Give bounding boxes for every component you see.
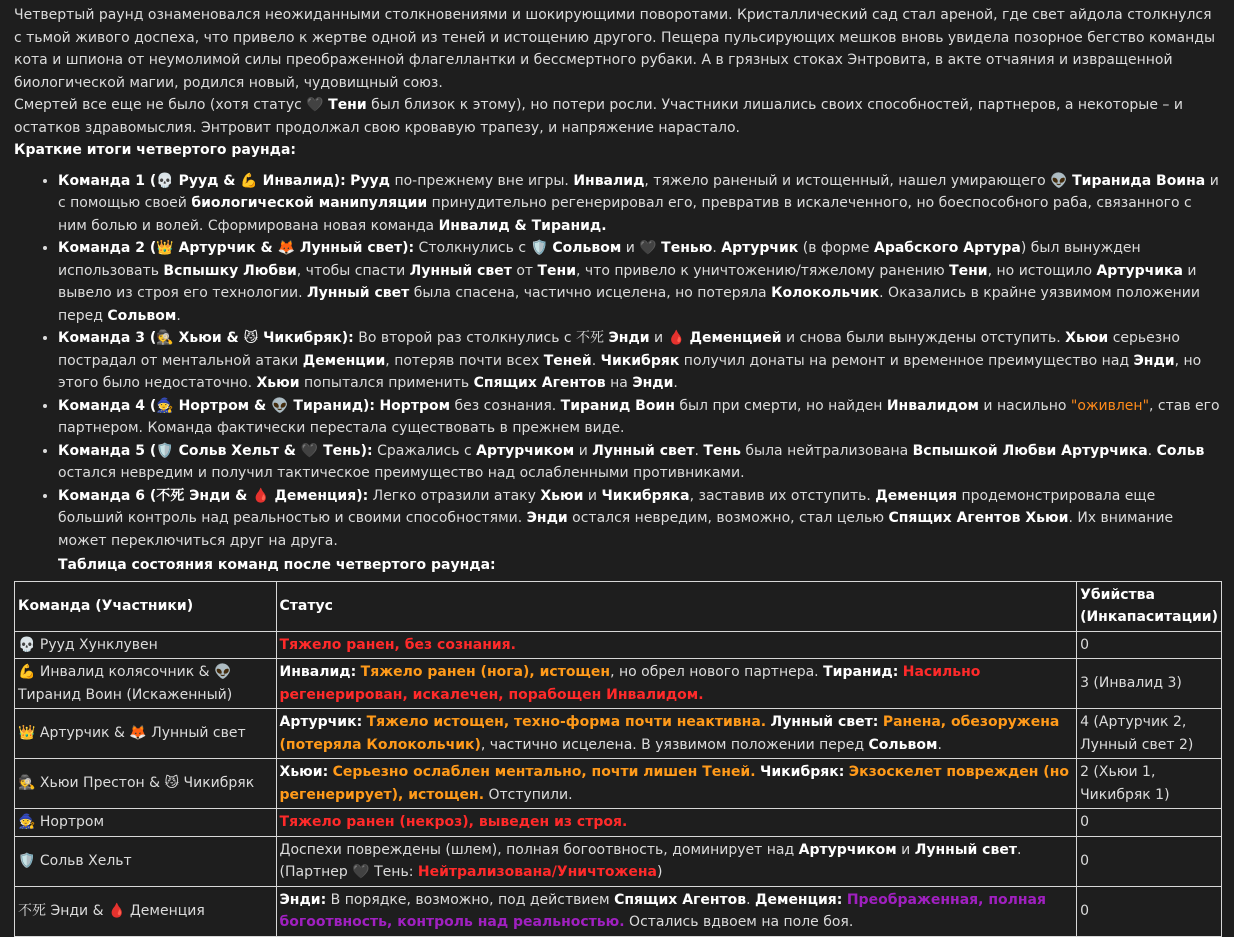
text: Доспехи повреждены (шлем), полная богоотвность, доминирует над xyxy=(279,841,799,858)
text: Легко отразили атаку xyxy=(368,487,541,504)
text: . xyxy=(937,736,942,753)
text: , став его партнером. Команда фактически перестала существовать в прежнем виде. xyxy=(58,397,1220,436)
bold-text: Артурчиком xyxy=(476,442,575,459)
text: Отступили. xyxy=(484,786,573,803)
bold-text: биологической манипуляции xyxy=(191,195,428,211)
table-row xyxy=(15,809,1222,837)
status-cell xyxy=(276,836,1077,886)
table-body xyxy=(15,631,1222,936)
intro-paragraph: Четвертый раунд ознаменовался неожиданными столкновениями и шокирующими поворотами. Кристаллический сад стал ареной, где свет айдола столкнулся с тьмой живого доспеха, что привело к жертве одной из теней и истощению другого. Пещера пульсирующих мешков вновь увидела позорное бегство команды кота и шпиона от неумолимой силы преображенной флагеллантки и бессмертного рубаки. А в грязных стоках Энтровита, в акте отчаяния и извращенной биологической магии, родился новый, чудовищный союз. xyxy=(14,7,1216,91)
bold-text: Спящих Агентов xyxy=(473,375,606,391)
text: , но обрел нового партнера. xyxy=(610,664,824,680)
text: остался невредим, возможно, стал целью xyxy=(567,510,889,526)
status-critical: Тяжело ранен, без сознания. xyxy=(279,636,516,653)
bold-text: Хьюи xyxy=(540,487,584,504)
text: принудительно регенерировал его, превратив в искалеченного, но боеспособного раба, связанного с ним болью и волей. Сформирована новая команда xyxy=(58,195,1192,234)
header-team: Команда (Участники) xyxy=(15,581,277,631)
list-item xyxy=(58,170,1220,238)
status-warning: Тяжело истощен, техно-форма почти неактивна. xyxy=(366,714,767,730)
bold-text: Тенью xyxy=(661,240,713,256)
text: . Их внимание может переключиться друг на друга. xyxy=(58,510,1174,549)
text: . xyxy=(176,307,181,324)
bold-text: Сольвом xyxy=(552,240,622,256)
text: Сражались с xyxy=(372,442,477,459)
bold-text: Инвалид xyxy=(573,172,645,189)
intro-bold: Тени xyxy=(328,97,367,113)
text: по-прежнему вне игры. xyxy=(390,172,574,189)
text: ) был вынужден использовать xyxy=(58,240,1141,279)
table-row xyxy=(15,759,1222,809)
text: . xyxy=(712,240,722,256)
bold-text: Инвалидом xyxy=(886,397,979,414)
status-cell xyxy=(276,759,1077,809)
kills-cell: 3 (Инвалид 3) xyxy=(1077,659,1222,709)
text: и насильно xyxy=(978,397,1071,414)
text: . xyxy=(1147,442,1157,459)
text: , заставив их отступить. xyxy=(689,487,876,504)
intro-text: был близок к этому), но потери росли. Участники лишались своих способностей, партнеров, а некоторые – и остатков здравомыслия. Энтровит продолжал свою кровавую трапезу, и напряжение нарастало. xyxy=(14,97,1183,136)
table-header-row xyxy=(15,581,1222,631)
kills-cell: 0 xyxy=(1077,836,1222,886)
text: и xyxy=(574,442,593,459)
text: , тяжело раненый и истощенный, нашел умирающего 👽 xyxy=(644,172,1073,189)
text: продемонстрировала еще больший контроль над реальностью и своими способностями. xyxy=(58,487,1156,526)
text: , частично исцелена. В уязвимом положении перед xyxy=(480,736,869,753)
bold-text: Спящих Агентов Хьюи xyxy=(888,510,1069,526)
bold-text: Лунный свет xyxy=(409,262,512,279)
team-cell: 🕵️ Хьюи Престон & 😼 Чикибряк xyxy=(15,759,277,809)
text: , потеряв почти всех xyxy=(385,352,544,369)
bold-text: Рууд xyxy=(350,172,390,189)
bold-text: Деменция xyxy=(875,487,958,504)
text: был при смерти, но найден xyxy=(674,397,887,414)
bold-text: Тиранид Воин xyxy=(560,397,675,414)
status-critical: Насильно регенерирован, искалечен, порабощен Инвалидом. xyxy=(279,664,981,703)
text: . Оказались в крайне уязвимом положении перед xyxy=(58,285,1200,324)
bold-text: Энди xyxy=(632,375,674,391)
list-item xyxy=(58,327,1220,395)
bold-text: Тиранид: xyxy=(823,664,899,680)
text: от xyxy=(511,262,538,279)
header-status: Статус xyxy=(276,581,1077,631)
bold-text: Хьюи xyxy=(1065,330,1109,346)
list-item xyxy=(58,485,1220,553)
kills-cell: 2 (Хьюи 1, Чикибряк 1) xyxy=(1077,759,1222,809)
status-critical: Нейтрализована/Уничтожена xyxy=(417,864,658,880)
bold-text: Лунный свет xyxy=(307,285,410,301)
status-cell xyxy=(276,809,1077,837)
text: и xyxy=(583,487,602,504)
bold-text: Инвалид & Тиранид. xyxy=(438,217,607,234)
bold-text: Вспышку Любви xyxy=(163,262,297,279)
text: серьезно пострадал от ментальной атаки xyxy=(58,330,1180,369)
bold-text: Команда 3 (🕵️ Хьюи & 😼 Чикибряк): xyxy=(58,330,354,346)
bold-text: Лунный свет xyxy=(914,841,1017,858)
bold-text: Команда 1 (💀 Рууд & 💪 Инвалид): xyxy=(58,172,346,189)
bold-text: Чикибряка xyxy=(601,487,690,504)
table-row xyxy=(15,836,1222,886)
status-cell xyxy=(276,659,1077,709)
bold-text: Тени xyxy=(949,262,988,279)
text: . xyxy=(746,891,756,908)
text: была спасена, частично исцелена, но потеряла xyxy=(409,285,772,301)
text: и xyxy=(896,841,915,858)
bold-text: Энди: xyxy=(279,891,327,908)
table-row xyxy=(15,659,1222,709)
bold-text: Команда 6 (不死 Энди & 🩸 Деменция): xyxy=(58,487,369,504)
status-warning: "оживлен" xyxy=(1070,397,1150,414)
bold-text: Вспышкой Любви Артурчика xyxy=(912,442,1148,459)
bold-text: Энди xyxy=(1133,352,1175,369)
text: попытался применить xyxy=(299,375,474,391)
text: Остались вдвоем на поле боя. xyxy=(624,914,854,930)
text: . xyxy=(673,375,678,391)
status-warning: Ранена, обезоружена (потеряла Колокольчик) xyxy=(279,714,1060,753)
bold-text: Тень xyxy=(703,442,741,459)
bold-text: Колокольчик xyxy=(771,285,880,301)
text: была нейтрализована xyxy=(740,442,913,459)
text: , чтобы спасти xyxy=(296,262,410,279)
team-cell: 不死 Энди & 🩸 Деменция xyxy=(15,886,277,936)
team-cell: 🧙 Нортром xyxy=(15,809,277,837)
bold-text: Тиранида Воина xyxy=(1072,172,1206,189)
bold-text: Деменции xyxy=(302,352,386,369)
status-warning: Серьезно ослаблен ментально, почти лишен Теней. xyxy=(332,764,756,780)
text: и 🩸 xyxy=(649,330,690,346)
text: и с помощью своей xyxy=(58,172,1219,211)
table-title-text: Таблица состояния команд после четвертого раунда: xyxy=(58,557,496,573)
text: . xyxy=(694,442,704,459)
summary-heading xyxy=(14,139,1220,162)
bold-text: Нортром xyxy=(379,397,451,414)
text: Во второй раз столкнулись с 不死 xyxy=(353,330,609,346)
status-warning: Экзоскелет поврежден (но регенерирует), истощен. xyxy=(279,764,1069,803)
bold-text: Деменцией xyxy=(689,330,782,346)
bold-text: Хьюи: xyxy=(279,764,329,780)
status-cell xyxy=(276,886,1077,936)
text: без сознания. xyxy=(450,397,561,414)
team-cell: 💀 Рууд Хунклувен xyxy=(15,631,277,659)
text: ) xyxy=(657,864,663,880)
bold-text: Артурчик xyxy=(721,240,799,256)
status-warning: Тяжело ранен (нога), истощен xyxy=(360,664,611,680)
intro-paragraph-2 xyxy=(14,94,1220,139)
bold-text: Тени xyxy=(537,262,577,279)
status-cell xyxy=(276,631,1077,659)
team-cell: 💪 Инвалид колясочник & 👽 Тиранид Воин (Искаженный) xyxy=(15,659,277,709)
text: (в форме xyxy=(798,240,874,256)
intro-text: Смертей все еще не было (хотя статус 🖤 xyxy=(14,97,329,113)
summary-heading-text: Краткие итоги четвертого раунда: xyxy=(14,142,297,158)
summary-list xyxy=(14,170,1220,553)
bold-text: Инвалид: xyxy=(279,664,357,680)
text: остался невредим и получил тактическое преимущество над ослабленными противниками. xyxy=(58,465,745,481)
bold-text: Спящих Агентов xyxy=(614,891,747,908)
list-item xyxy=(58,395,1220,440)
table-row xyxy=(15,886,1222,936)
bold-text: Чикибряк: xyxy=(760,764,845,780)
text: . (Партнер 🖤 Тень: xyxy=(279,841,1022,880)
team-cell: 🛡️ Сольв Хельт xyxy=(15,836,277,886)
status-cell xyxy=(276,709,1077,759)
kills-cell: 0 xyxy=(1077,631,1222,659)
bold-text: Теней xyxy=(543,352,592,369)
bold-text: Арабского Артура xyxy=(873,240,1021,256)
bold-text: Артурчик: xyxy=(279,714,363,730)
bold-text: Лунный свет: xyxy=(770,714,879,730)
table-row xyxy=(15,631,1222,659)
bold-text: Команда 4 (🧙 Нортром & 👽 Тиранид): xyxy=(58,397,376,414)
text: , но этого было недостаточно. xyxy=(58,352,1202,391)
bold-text: Энди xyxy=(526,510,568,526)
bold-text: Сольвом xyxy=(868,736,938,753)
text: и 🖤 xyxy=(621,240,662,256)
bold-text: Команда 5 (🛡️ Сольв Хельт & 🖤 Тень): xyxy=(58,442,373,459)
status-table xyxy=(14,581,1222,937)
team-cell: 👑 Артурчик & 🦊 Лунный свет xyxy=(15,709,277,759)
text: и вывело из строя его технологии. xyxy=(58,262,1197,301)
text: Столкнулись с 🛡️ xyxy=(414,240,553,256)
bold-text: Хьюи xyxy=(256,375,300,391)
status-purple: Преображенная, полная богоотвность, контроль над реальностью. xyxy=(279,891,1046,930)
bold-text: Артурчика xyxy=(1096,262,1183,279)
text: получил донаты на ремонт и временное преимущество над xyxy=(679,352,1134,369)
kills-cell: 0 xyxy=(1077,886,1222,936)
kills-cell: 4 (Артурчик 2, Лунный свет 2) xyxy=(1077,709,1222,759)
status-critical: Тяжело ранен (некроз), выведен из строя. xyxy=(279,814,628,830)
table-row xyxy=(15,709,1222,759)
bold-text: Артурчиком xyxy=(798,841,897,858)
text: В порядке, возможно, под действием xyxy=(326,891,615,908)
header-kills: Убийства (Инкапаситации) xyxy=(1077,581,1222,631)
bold-text: Сольв xyxy=(1156,442,1205,459)
text: и снова были вынуждены отступить. xyxy=(781,330,1066,346)
bold-text: Чикибряк xyxy=(600,352,680,369)
list-item xyxy=(58,440,1220,485)
text: , но истощило xyxy=(987,262,1097,279)
bold-text: Энди xyxy=(608,330,650,346)
text: на xyxy=(605,375,633,391)
bold-text: Лунный свет xyxy=(592,442,695,459)
text: , что привело к уничтожению/тяжелому ранению xyxy=(576,262,950,279)
text: . xyxy=(591,352,601,369)
bold-text: Команда 2 (👑 Артурчик & 🦊 Лунный свет): xyxy=(58,240,415,256)
bold-text: Деменция: xyxy=(755,891,843,908)
list-item xyxy=(58,237,1220,327)
kills-cell: 0 xyxy=(1077,809,1222,837)
table-title xyxy=(58,554,1220,577)
bold-text: Сольвом xyxy=(107,307,177,324)
